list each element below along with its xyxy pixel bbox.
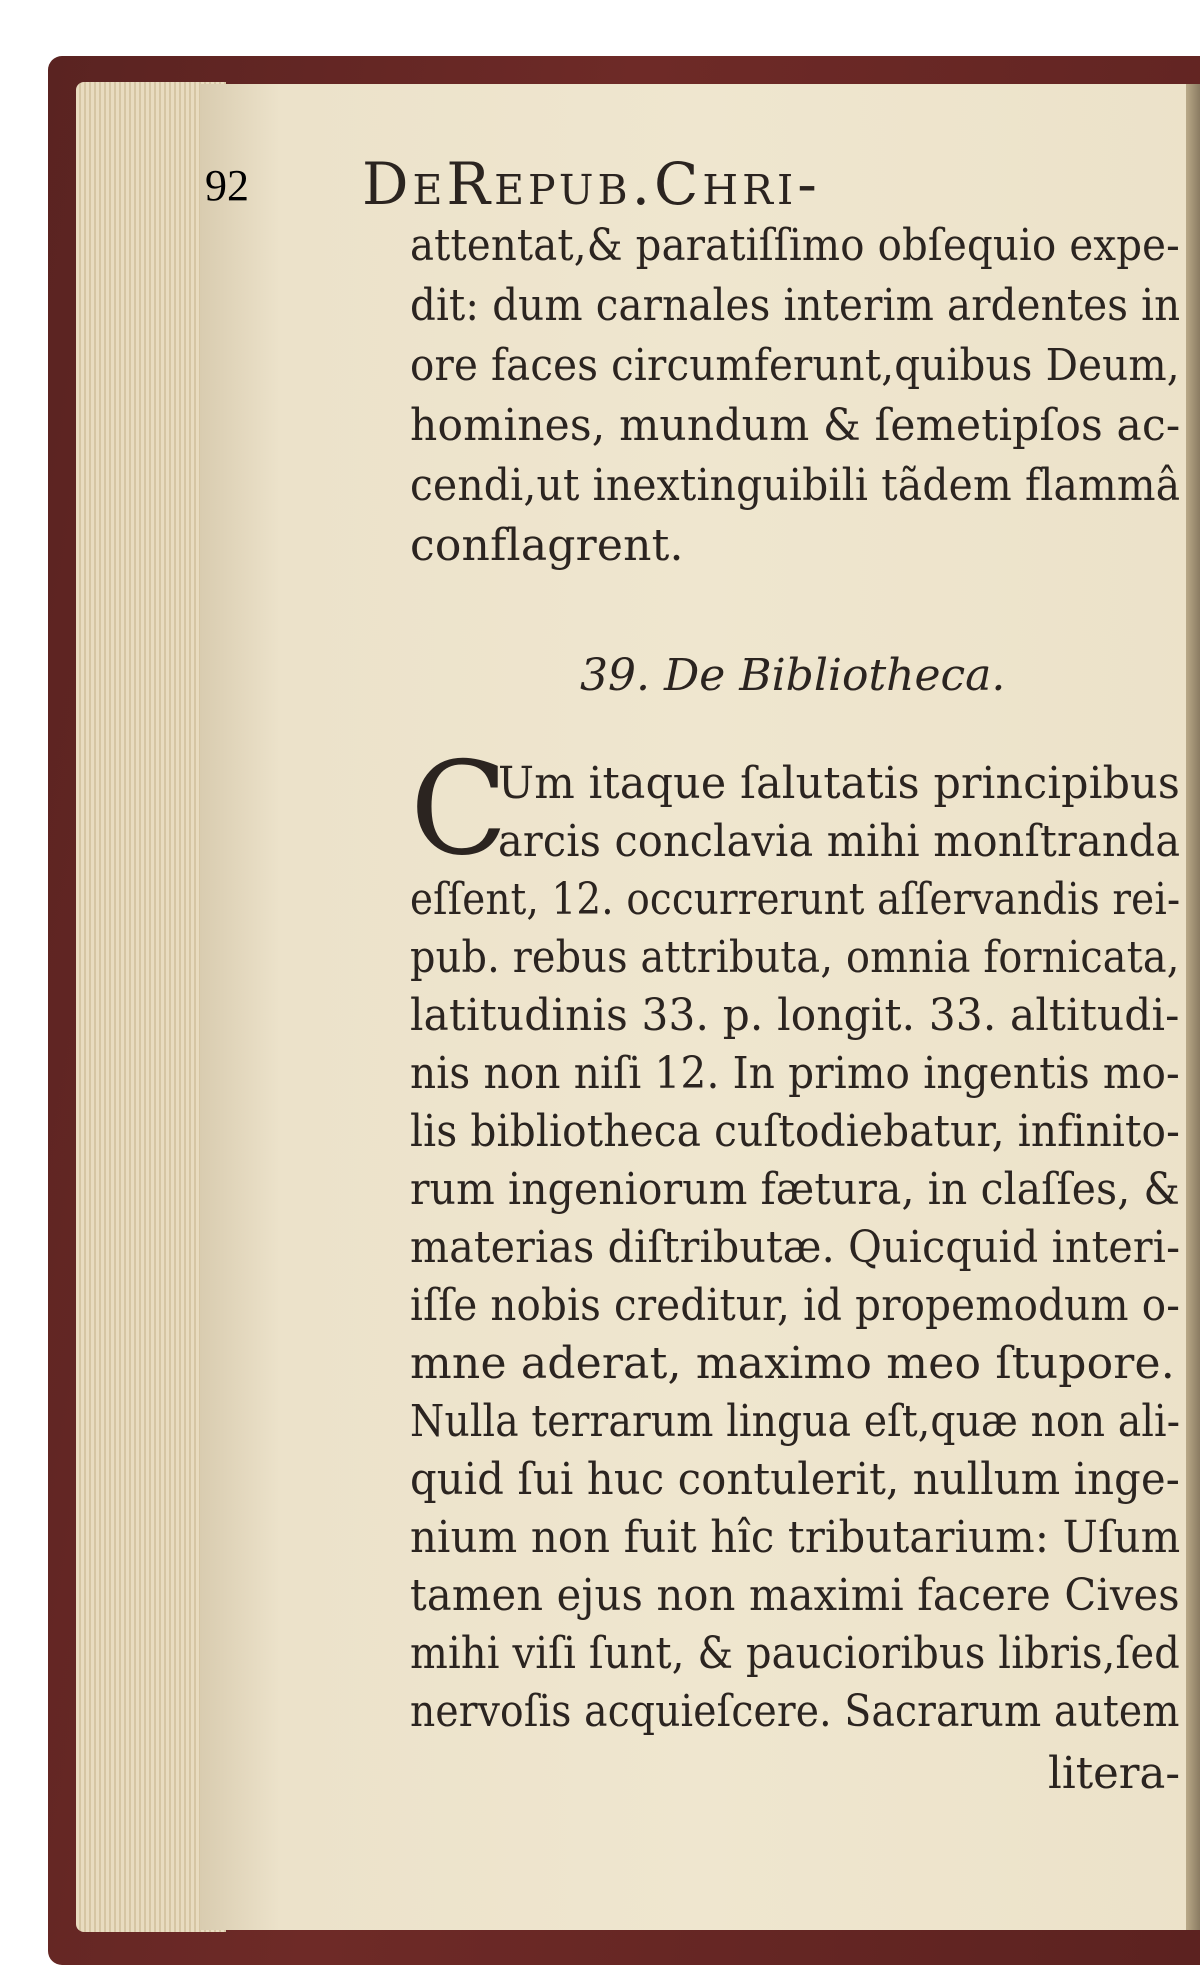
text-line: lis bibliotheca cuſtodiebatur, infinito-	[410, 1106, 1181, 1157]
text-line: attentat,& paratiſſimo obſequio expe-	[410, 220, 1180, 271]
drop-capital: C	[410, 735, 508, 884]
text-line: mne aderat, maximo meo ſtupore.	[410, 1338, 1175, 1389]
text-line: pub. rebus attributa, omnia fornicata,	[410, 932, 1180, 983]
text-line: nervoſis acquieſcere. Sacrarum autem	[410, 1686, 1180, 1737]
text-line: dit: dum carnales interim ardentes in	[410, 280, 1181, 331]
text-line: nis non niſi 12. In primo ingentis mo-	[410, 1048, 1180, 1099]
text-line: latitudinis 33. p. longit. 33. altitudi-	[410, 990, 1180, 1041]
text-line: conflagrent.	[410, 520, 684, 571]
text-line: quid ſui huc contulerit, nullum inge-	[410, 1454, 1181, 1505]
text-line: mihi viſi ſunt, & paucioribus libris,ſed	[410, 1628, 1180, 1679]
running-head: DeRepub.Chri-	[362, 150, 821, 218]
catchword: litera-	[1048, 1748, 1180, 1799]
text-line: eſſent, 12. occurrerunt aſſervandis rei-	[410, 874, 1181, 925]
text-line: rum ingeniorum fætura, in claſſes, &	[410, 1164, 1180, 1215]
text-line: homines, mundum & ſemetipſos ac-	[410, 400, 1181, 451]
text-line: arcis conclavia mihi monſtranda	[498, 816, 1181, 867]
text-line: ore faces circumferunt,quibus Deum,	[410, 340, 1180, 391]
text-line: cendi,ut inextinguibili tãdem flammâ	[410, 460, 1181, 511]
section-heading: 39. De Bibliotheca.	[580, 650, 1006, 701]
page-number: 92	[205, 161, 249, 210]
gutter-shadow	[1186, 84, 1200, 1930]
text-line: materias diſtributæ. Quicquid interi-	[410, 1222, 1181, 1273]
text-line: Nulla terrarum lingua eſt,quæ non ali-	[410, 1396, 1181, 1447]
text-line: nium non fuit hîc tributarium: Uſum	[410, 1512, 1181, 1563]
text-line: Um itaque ſalutatis principibus	[498, 758, 1180, 809]
text-line: tamen ejus non maximi facere Cives	[410, 1570, 1180, 1621]
text-line: iſſe nobis creditur, id propemodum o-	[410, 1280, 1181, 1331]
